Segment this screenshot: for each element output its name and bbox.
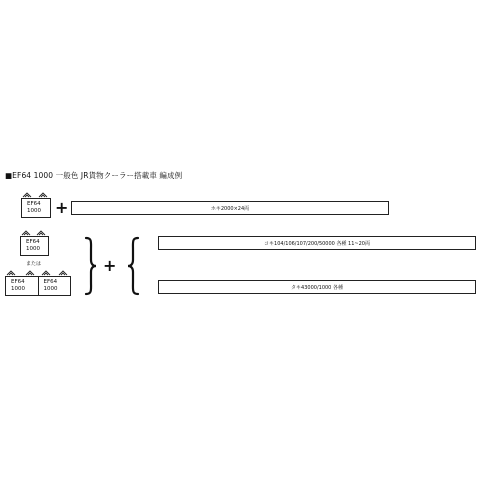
plus-sign: +: [103, 256, 117, 275]
car-label: ホキ2000×24両: [210, 205, 250, 212]
diagram-title: ■EF64 1000 一般色 JR貨物クーラー搭載車 編成例: [5, 171, 183, 180]
locomotive-number: 1000: [26, 245, 40, 252]
locomotive-unit-rear: [38, 277, 71, 295]
locomotive-ef64-double: [5, 276, 71, 296]
locomotive-number: 1000: [11, 285, 25, 292]
or-label: または: [26, 261, 42, 267]
plus-sign: +: [55, 198, 69, 217]
opening-brace: [126, 236, 140, 296]
freight-car-box-hoki: [71, 201, 389, 215]
locomotive-number: 1000: [27, 207, 41, 214]
locomotive-unit-front: [6, 277, 38, 295]
locomotive-model: EF64: [26, 239, 40, 245]
car-label: コキ104/106/107/200/50000 各種 11~20両: [264, 240, 370, 247]
locomotive-model: EF64: [43, 279, 58, 285]
closing-brace: [84, 236, 98, 296]
locomotive-ef64: [21, 198, 51, 218]
locomotive-model: EF64: [11, 279, 25, 285]
locomotive-number: 1000: [43, 285, 58, 292]
locomotive-model: EF64: [27, 201, 41, 207]
freight-car-box-koki: [158, 236, 476, 250]
freight-car-box-taki: [158, 280, 476, 294]
locomotive-ef64-single: [20, 236, 49, 256]
car-label: タキ43000/1000 各種: [291, 284, 343, 291]
